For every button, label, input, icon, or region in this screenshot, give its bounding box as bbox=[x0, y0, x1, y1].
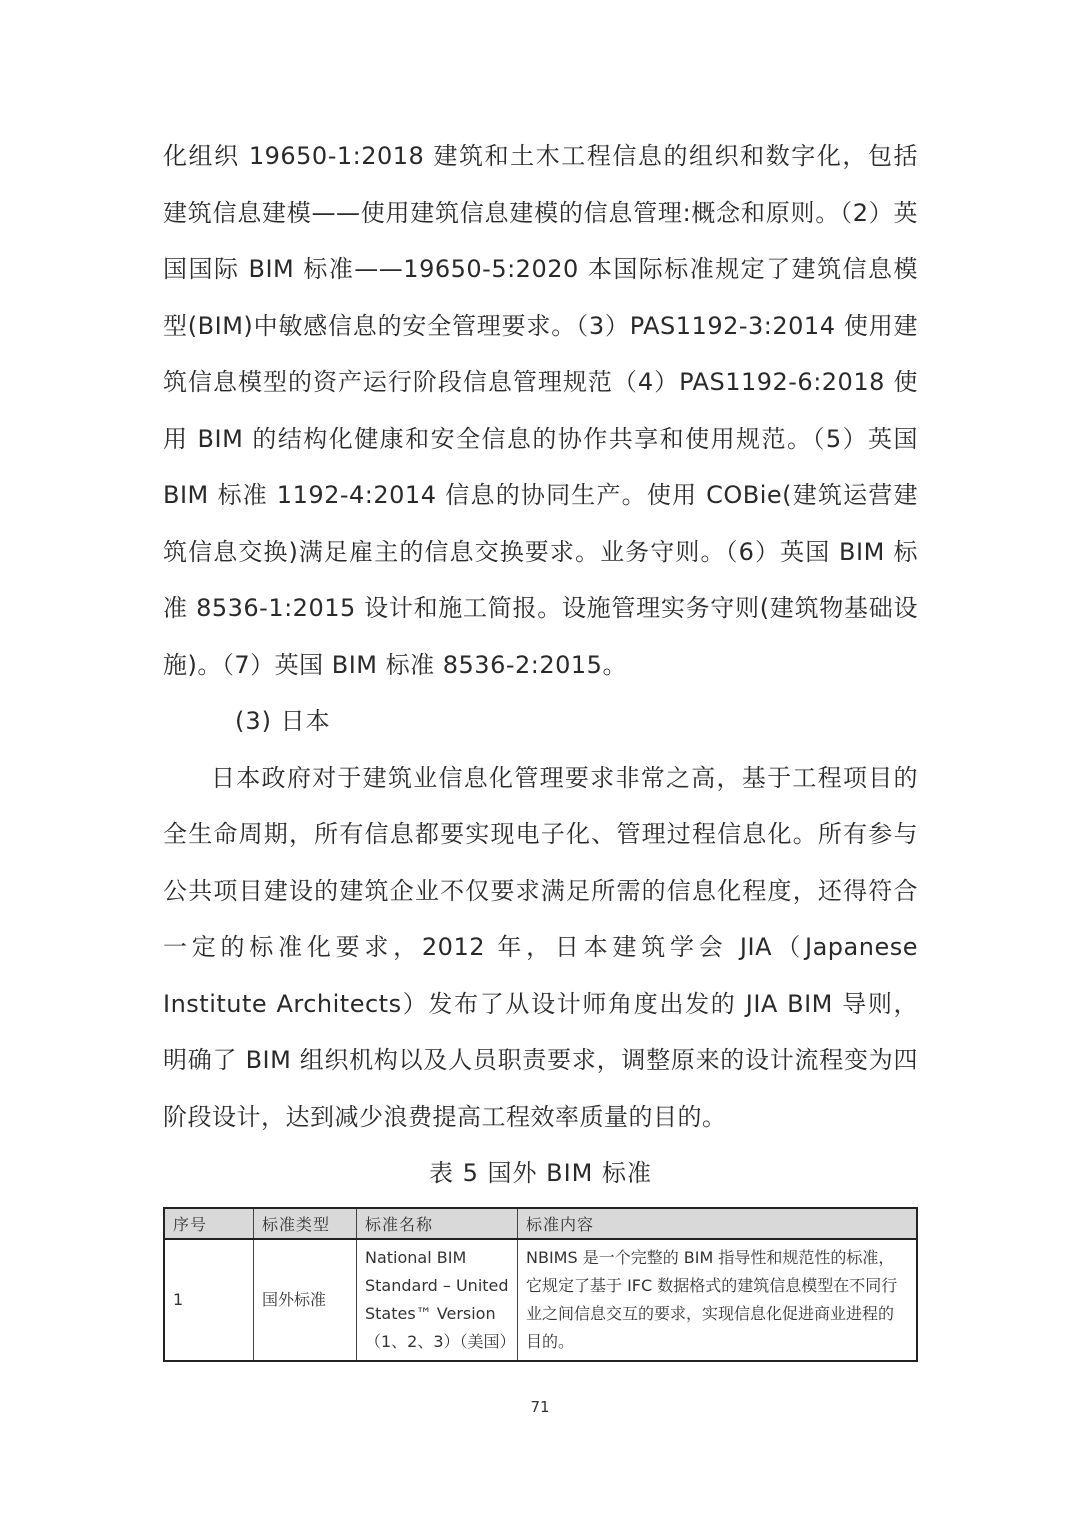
page-number: 71 bbox=[530, 1398, 550, 1416]
header-content: 标准内容 bbox=[518, 1208, 918, 1239]
paragraph-uk-standards: 化组织 19650-1:2018 建筑和土木工程信息的组织和数字化，包括建筑信息建模——使用建筑信息建模的信息管理:概念和原则。（2）英国国际 BIM 标准——19650-5:2020 本国际标准规定了建筑信息模型(BIM)中敏感信息的安全管理要求。（3）PAS1192-3:2014 使用建筑信息模型的资产运行阶段信息管理规范（4）PAS1192-6:2018 使用 BIM 的结构化健康和安全信息的协作共享和使用规范。（5）英国 BIM 标准 1192-4:2014 信息的协同生产。使用 COBie(建筑运营建筑信息交换)满足雇主的信息交换要求。业务守则。（6）英国 BIM 标准 8536-1:2015 设计和施工简报。设施管理实务守则(建筑物基础设施)。（7）英国 BIM 标准 8536-2:2015。 bbox=[163, 142, 918, 679]
header-name: 标准名称 bbox=[357, 1208, 518, 1239]
section-heading-japan: (3) 日本 bbox=[235, 707, 331, 735]
table-row bbox=[164, 1239, 917, 1361]
header-no: 序号 bbox=[164, 1208, 254, 1239]
paragraph-japan: 日本政府对于建筑业信息化管理要求非常之高，基于工程项目的全生命周期，所有信息都要实现电子化、管理过程信息化。所有参与公共项目建设的建筑企业不仅要求满足所需的信息化程度，还得符合一定的标准化要求，2012 年，日本建筑学会 JIA（Japanese Institute Architects）发布了从设计师角度出发的 JIA BIM 导则，明确了 BIM 组织机构以及人员职责要求，调整原来的设计流程变为四阶段设计，达到减少浪费提高工程效率质量的目的。 bbox=[163, 763, 918, 1131]
cell-type: 国外标准 bbox=[254, 1239, 357, 1361]
document-page bbox=[163, 128, 918, 1362]
table-header-row bbox=[164, 1208, 917, 1239]
foreign-bim-standards-table bbox=[163, 1207, 918, 1362]
table-caption: 表 5 国外 BIM 标准 bbox=[428, 1159, 653, 1187]
header-type: 标准类型 bbox=[254, 1208, 357, 1239]
cell-name: National BIM Standard – United States™ Version（1、2、3）（美国） bbox=[357, 1239, 518, 1361]
cell-no: 1 bbox=[164, 1239, 254, 1361]
cell-content: NBIMS 是一个完整的 BIM 指导性和规范性的标准，它规定了基于 IFC 数据格式的建筑信息模型在不同行业之间信息交互的要求，实现信息化促进商业进程的目的。 bbox=[518, 1239, 918, 1361]
